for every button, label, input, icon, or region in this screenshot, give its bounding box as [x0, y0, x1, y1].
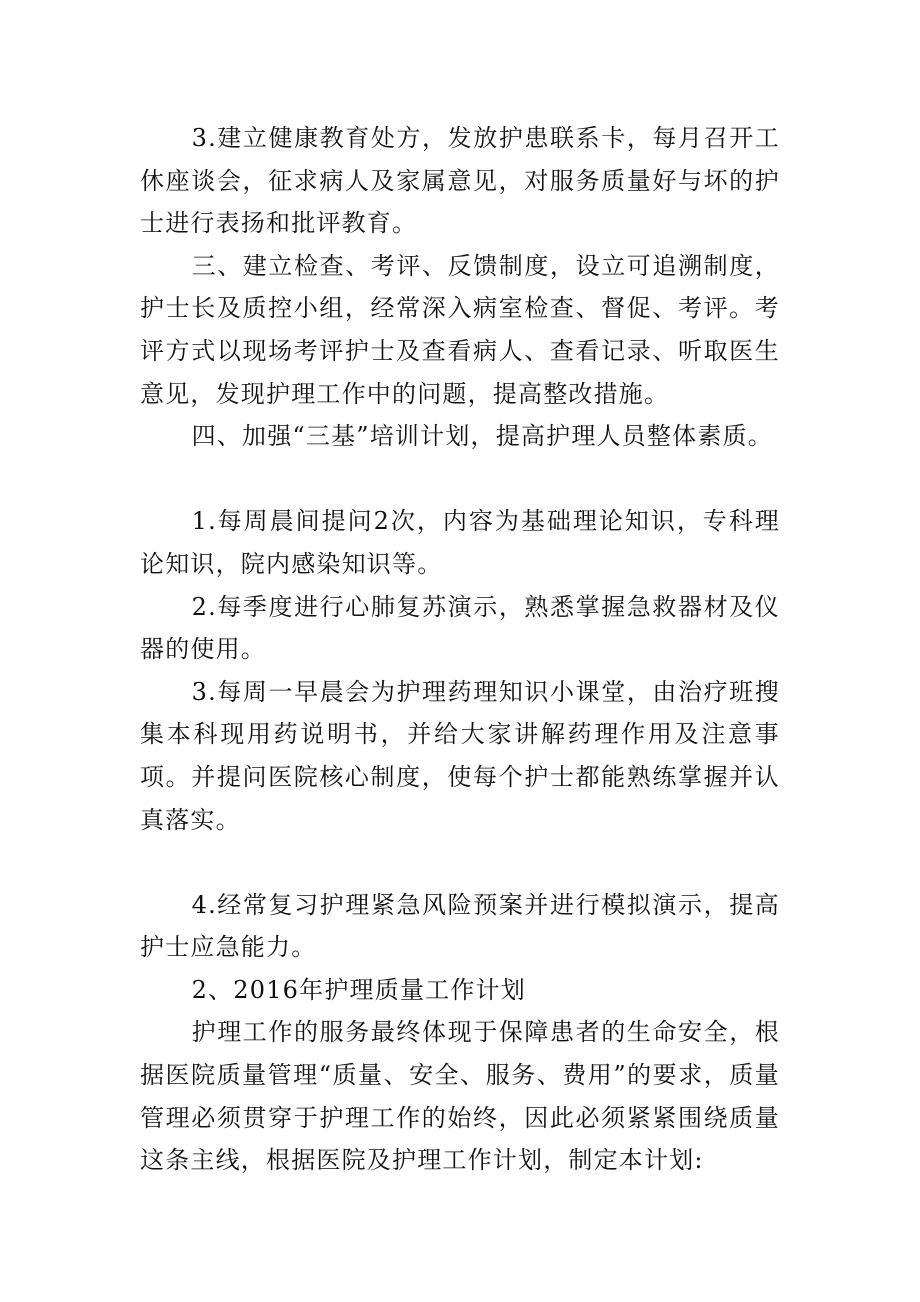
document-body — [140, 117, 780, 1182]
paragraph-three-basics: 四、加强“三基”培训计划，提高护理人员整体素质。 — [191, 422, 773, 451]
blank-line — [140, 458, 780, 501]
paragraph-cpr-demo: 2.每季度进行心肺复苏演示，熟悉掌握急救器材及仪器的使用。 — [140, 592, 780, 664]
paragraph-quality-plan-intro: 护理工作的服务最终体现于保障患者的生命安全，根据医院质量管理“质量、安全、服务、费用”的要求，质量管理必须贯穿于护理工作的始终，因此必须紧紧围绕质量这条主线，根据医院及护理工作计划，制定本计划: — [140, 1018, 780, 1175]
blank-line — [140, 841, 780, 884]
paragraph-health-education: 3.建立健康教育处方，发放护患联系卡，每月召开工休座谈会，征求病人及家属意见，对服务质量好与坏的护士进行表扬和批评教育。 — [140, 124, 780, 238]
paragraph-inspection-system: 三、建立检查、考评、反馈制度，设立可追溯制度，护士长及质控小组，经常深入病室检查、督促、考评。考评方式以现场考评护士及查看病人、查看记录、听取医生意见，发现护理工作中的问题，提高整改措施。 — [140, 251, 780, 408]
paragraph-emergency-drills: 4.经常复习护理紧急风险预案并进行模拟演示，提高护士应急能力。 — [140, 890, 780, 962]
paragraph-morning-questions: 1.每周晨间提问2次，内容为基础理论知识，专科理论知识，院内感染知识等。 — [140, 507, 780, 578]
paragraph-pharmacology-class: 3.每周一早晨会为护理药理知识小课堂，由治疗班搜集本科现用药说明书，并给大家讲解药理作用及注意事项。并提问医院核心制度，使每个护士都能熟练掌握并认真落实。 — [140, 677, 780, 834]
section-heading-2016-plan: 2、2016年护理质量工作计划 — [191, 975, 526, 1004]
